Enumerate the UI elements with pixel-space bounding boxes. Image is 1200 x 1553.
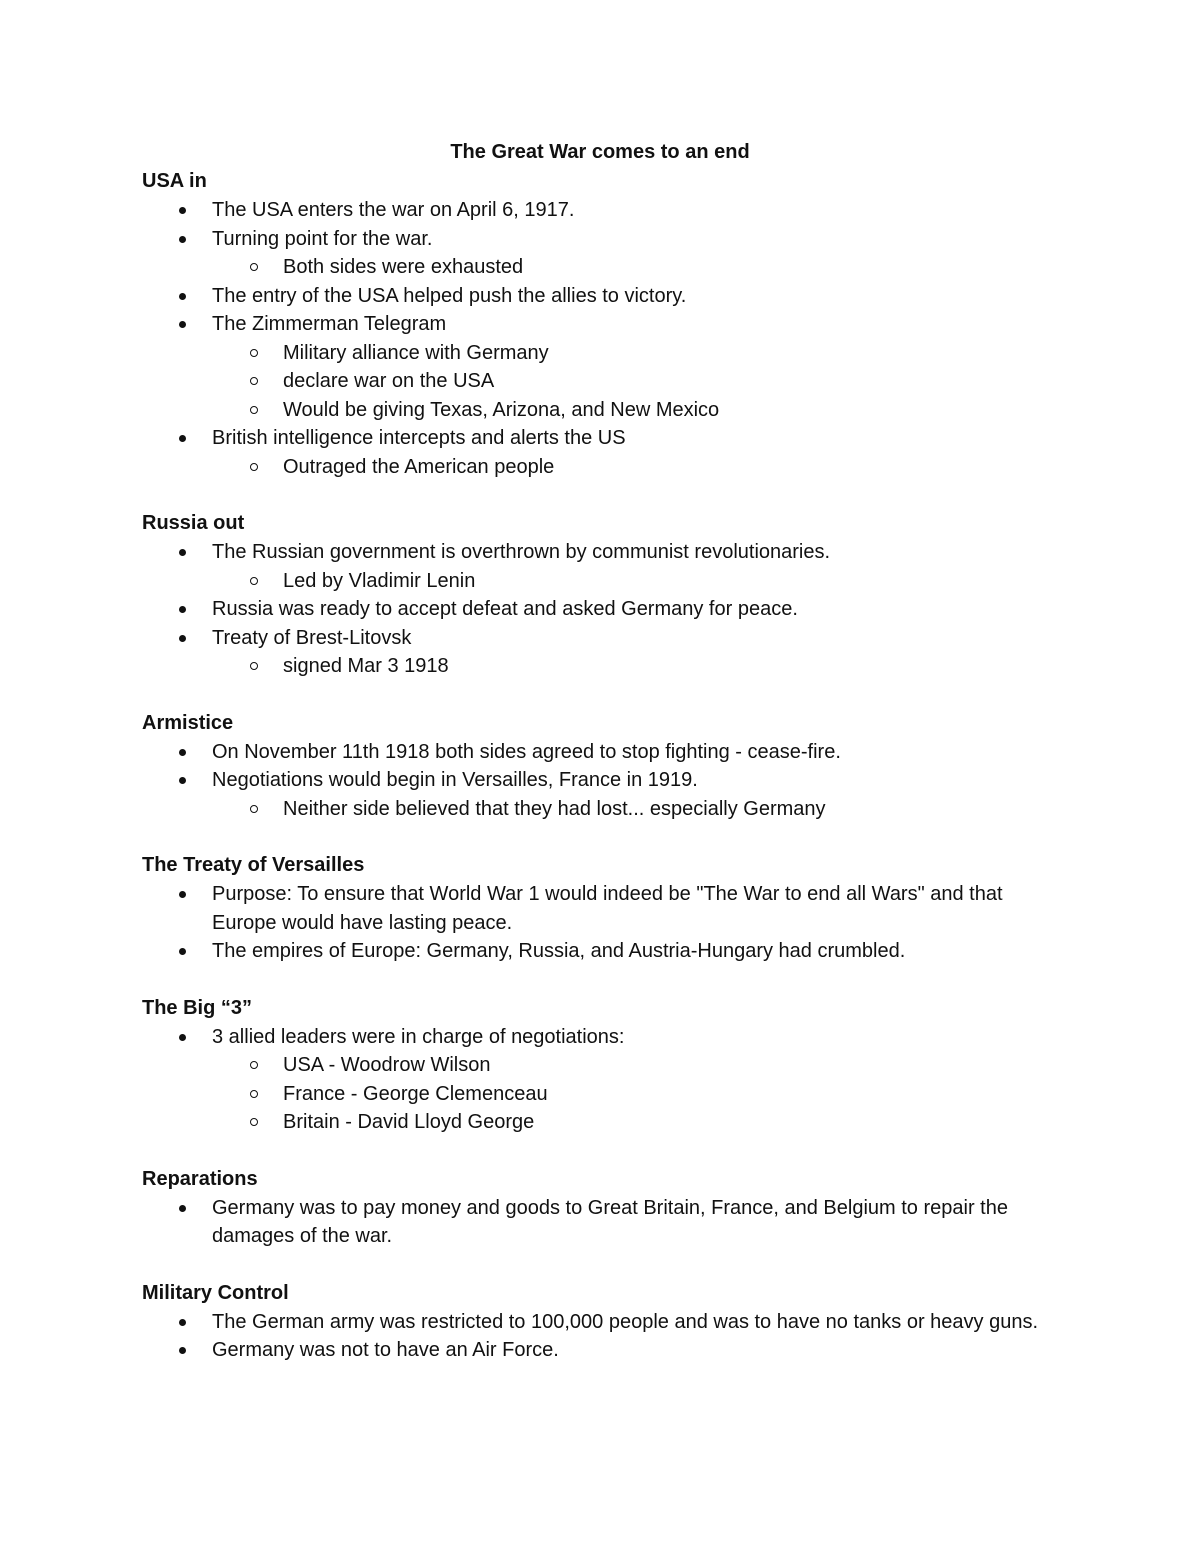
sub-list-item-text: Neither side believed that they had lost... especially Germany [283,797,826,820]
list-item-text: 3 allied leaders were in charge of negotiations: [212,1025,625,1048]
list-item-text: Russia was ready to accept defeat and asked Germany for peace. [212,598,798,620]
bullet-dot-icon [179,749,186,756]
list-item-text: Germany was not to have an Air Force. [212,1339,559,1361]
list-item-text: On November 11th 1918 both sides agreed to stop fighting - cease-fire. [212,740,841,763]
sub-list-item-text: Both sides were exhausted [283,256,524,278]
bullet-circle-icon [250,1118,258,1126]
bullet-circle-icon [250,1061,258,1069]
section [142,709,1062,824]
sub-list-item-text: declare war on the USA [283,370,495,392]
bullet-circle-icon [250,805,258,813]
bullet-dot-icon [179,549,186,556]
list-item-text: The entry of the USA helped push the allies to victory. [212,284,687,307]
bullet-list [142,1023,1062,1137]
list-item-text: Germany was to pay money and goods to Great Britain, France, and Belgium to repair the damages of the war. [212,1196,1008,1247]
bullet-circle-icon [250,463,258,471]
bullet-dot-icon [179,207,186,214]
sub-list-item-text: Would be giving Texas, Arizona, and New Mexico [283,398,720,421]
list-item [142,1308,1062,1337]
sub-list-item [142,795,1062,824]
sub-bullet-list [142,567,1062,596]
list-item-text: The empires of Europe: Germany, Russia, and Austria-Hungary had crumbled. [212,940,906,962]
list-item [142,310,1062,424]
list-item [142,196,1062,225]
document-body [142,167,1062,1365]
bullet-dot-icon [179,777,186,784]
list-item [142,1336,1062,1365]
bullet-list [142,1194,1062,1251]
bullet-dot-icon [179,321,186,328]
sub-bullet-list [142,253,1062,282]
sub-list-item-text: France - George Clemenceau [283,1082,548,1105]
section [142,167,1062,481]
sub-list-item-text: Britain - David Lloyd George [283,1111,535,1133]
bullet-dot-icon [179,606,186,613]
bullet-circle-icon [250,1090,258,1098]
list-item-text: The USA enters the war on April 6, 1917. [212,199,575,221]
sub-bullet-list [142,453,1062,482]
bullet-dot-icon [179,435,186,442]
bullet-dot-icon [179,635,186,642]
section-heading: The Treaty of Versailles [142,854,365,876]
sub-list-item-text: Led by Vladimir Lenin [283,569,476,592]
section [142,509,1062,681]
bullet-dot-icon [179,948,186,955]
section-heading: Russia out [142,512,245,534]
bullet-list [142,880,1062,966]
bullet-list [142,738,1062,824]
list-item [142,595,1062,624]
section [142,994,1062,1137]
section [142,851,1062,966]
sub-list-item-text: Military alliance with Germany [283,341,549,364]
sub-list-item-text: signed Mar 3 1918 [283,655,449,677]
list-item [142,1194,1062,1251]
list-item [142,880,1062,937]
bullet-dot-icon [179,1205,186,1212]
sub-list-item [142,396,1062,425]
list-item [142,738,1062,767]
bullet-dot-icon [179,1034,186,1041]
sub-list-item [142,367,1062,396]
section-heading: Armistice [142,711,234,734]
list-item-text: Purpose: To ensure that World War 1 would indeed be "The War to end all Wars" and that Europe would have lasting peace. [212,883,1003,934]
bullet-dot-icon [179,236,186,243]
list-item-text: British intelligence intercepts and alerts the US [212,427,626,449]
section [142,1279,1062,1365]
bullet-circle-icon [250,263,258,271]
list-item [142,766,1062,823]
sub-bullet-list [142,652,1062,681]
bullet-circle-icon [250,406,258,414]
sub-list-item [142,1080,1062,1109]
list-item-text: The Russian government is overthrown by communist revolutionaries. [212,541,831,563]
sub-list-item [142,339,1062,368]
bullet-circle-icon [250,662,258,670]
document-page [142,138,1062,1393]
bullet-dot-icon [179,891,186,898]
list-item-text: The Zimmerman Telegram [212,313,447,335]
sub-list-item [142,253,1062,282]
section-heading: USA in [142,170,207,192]
bullet-list [142,538,1062,681]
list-item [142,937,1062,966]
list-item [142,538,1062,595]
list-item [142,225,1062,282]
bullet-circle-icon [250,349,258,357]
sub-bullet-list [142,795,1062,824]
section-heading: The Big “3” [142,996,253,1019]
list-item [142,424,1062,481]
sub-bullet-list [142,339,1062,425]
sub-list-item [142,1108,1062,1137]
bullet-dot-icon [179,293,186,300]
list-item-text: Negotiations would begin in Versailles, France in 1919. [212,769,698,791]
document-title: The Great War comes to an end [450,141,750,163]
bullet-list [142,1308,1062,1365]
list-item [142,282,1062,311]
list-item-text: Turning point for the war. [212,227,433,250]
bullet-dot-icon [179,1319,186,1326]
bullet-circle-icon [250,377,258,385]
list-item [142,624,1062,681]
sub-list-item [142,1051,1062,1080]
section [142,1165,1062,1251]
sub-list-item-text: USA - Woodrow Wilson [283,1054,491,1076]
sub-list-item [142,567,1062,596]
sub-list-item [142,652,1062,681]
bullet-circle-icon [250,577,258,585]
list-item-text: Treaty of Brest-Litovsk [212,626,412,649]
section-heading: Reparations [142,1167,258,1190]
sub-list-item-text: Outraged the American people [283,455,555,478]
bullet-dot-icon [179,1347,186,1354]
list-item [142,1023,1062,1137]
list-item-text: The German army was restricted to 100,000 people and was to have no tanks or heavy guns. [212,1310,1039,1333]
sub-bullet-list [142,1051,1062,1137]
bullet-list [142,196,1062,481]
sub-list-item [142,453,1062,482]
section-heading: Military Control [142,1281,289,1304]
